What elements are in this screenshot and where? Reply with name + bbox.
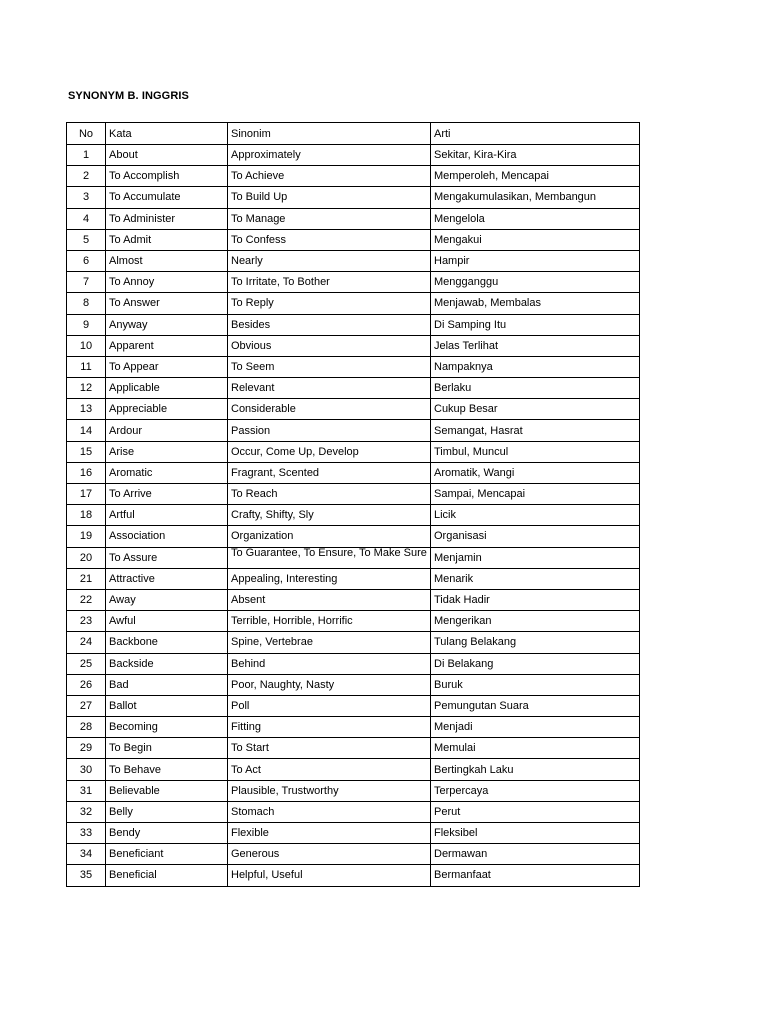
- cell-sinonim: Fitting: [228, 717, 431, 738]
- cell-no: 22: [67, 589, 106, 610]
- cell-kata: Apparent: [106, 335, 228, 356]
- cell-arti: Jelas Terlihat: [431, 335, 640, 356]
- table-row: [67, 272, 640, 293]
- table-row: [67, 505, 640, 526]
- table-row: [67, 695, 640, 716]
- table-row: [67, 399, 640, 420]
- table-row: [67, 844, 640, 865]
- cell-sinonim: To Act: [228, 759, 431, 780]
- cell-sinonim: Fragrant, Scented: [228, 462, 431, 483]
- cell-no: 17: [67, 484, 106, 505]
- cell-no: 21: [67, 568, 106, 589]
- header-sinonim: Sinonim: [228, 123, 431, 145]
- cell-arti: Nampaknya: [431, 356, 640, 377]
- cell-sinonim: To Irritate, To Bother: [228, 272, 431, 293]
- cell-kata: To Annoy: [106, 272, 228, 293]
- cell-kata: Becoming: [106, 717, 228, 738]
- synonym-table: [66, 122, 640, 887]
- table-row: [67, 568, 640, 589]
- cell-kata: Backside: [106, 653, 228, 674]
- cell-kata: To Behave: [106, 759, 228, 780]
- table-row: [67, 378, 640, 399]
- cell-kata: About: [106, 145, 228, 166]
- cell-sinonim: To Achieve: [228, 166, 431, 187]
- cell-no: 5: [67, 229, 106, 250]
- cell-sinonim: To Reply: [228, 293, 431, 314]
- cell-kata: Belly: [106, 801, 228, 822]
- table-row: [67, 653, 640, 674]
- cell-sinonim: Appealing, Interesting: [228, 568, 431, 589]
- table-header-row: [67, 123, 640, 145]
- cell-no: 9: [67, 314, 106, 335]
- cell-kata: To Assure: [106, 547, 228, 568]
- cell-kata: Artful: [106, 505, 228, 526]
- cell-sinonim: To Manage: [228, 208, 431, 229]
- cell-no: 6: [67, 250, 106, 271]
- cell-sinonim: Helpful, Useful: [228, 865, 431, 886]
- cell-sinonim: To Start: [228, 738, 431, 759]
- cell-kata: To Appear: [106, 356, 228, 377]
- cell-no: 18: [67, 505, 106, 526]
- cell-sinonim: Behind: [228, 653, 431, 674]
- cell-no: 12: [67, 378, 106, 399]
- table-row: [67, 187, 640, 208]
- cell-sinonim: Stomach: [228, 801, 431, 822]
- cell-arti: Timbul, Muncul: [431, 441, 640, 462]
- table-row: [67, 589, 640, 610]
- cell-arti: Hampir: [431, 250, 640, 271]
- cell-sinonim: To Seem: [228, 356, 431, 377]
- cell-kata: Anyway: [106, 314, 228, 335]
- cell-kata: To Arrive: [106, 484, 228, 505]
- table-row: [67, 462, 640, 483]
- table-row: [67, 611, 640, 632]
- cell-kata: To Accumulate: [106, 187, 228, 208]
- cell-no: 30: [67, 759, 106, 780]
- cell-arti: Tulang Belakang: [431, 632, 640, 653]
- cell-sinonim: To Confess: [228, 229, 431, 250]
- cell-arti: Menjawab, Membalas: [431, 293, 640, 314]
- cell-no: 34: [67, 844, 106, 865]
- cell-kata: Ballot: [106, 695, 228, 716]
- cell-kata: To Answer: [106, 293, 228, 314]
- cell-kata: Awful: [106, 611, 228, 632]
- table-body: [67, 145, 640, 887]
- cell-arti: Perut: [431, 801, 640, 822]
- cell-no: 32: [67, 801, 106, 822]
- cell-kata: Away: [106, 589, 228, 610]
- cell-arti: Memperoleh, Mencapai: [431, 166, 640, 187]
- table-row: [67, 335, 640, 356]
- cell-arti: Sampai, Mencapai: [431, 484, 640, 505]
- cell-no: 19: [67, 526, 106, 547]
- cell-sinonim: Poll: [228, 695, 431, 716]
- cell-sinonim: Obvious: [228, 335, 431, 356]
- cell-arti: Bertingkah Laku: [431, 759, 640, 780]
- cell-no: 24: [67, 632, 106, 653]
- cell-arti: Bermanfaat: [431, 865, 640, 886]
- cell-sinonim: Terrible, Horrible, Horrific: [228, 611, 431, 632]
- cell-arti: Terpercaya: [431, 780, 640, 801]
- cell-kata: Beneficial: [106, 865, 228, 886]
- cell-sinonim: To Build Up: [228, 187, 431, 208]
- cell-sinonim: Approximately: [228, 145, 431, 166]
- table-row: [67, 145, 640, 166]
- cell-arti: Pemungutan Suara: [431, 695, 640, 716]
- cell-no: 7: [67, 272, 106, 293]
- cell-no: 16: [67, 462, 106, 483]
- cell-no: 20: [67, 547, 106, 568]
- cell-kata: To Begin: [106, 738, 228, 759]
- table-row: [67, 484, 640, 505]
- cell-no: 15: [67, 441, 106, 462]
- cell-sinonim: Occur, Come Up, Develop: [228, 441, 431, 462]
- cell-kata: Association: [106, 526, 228, 547]
- cell-arti: Mengakui: [431, 229, 640, 250]
- cell-arti: Mengganggu: [431, 272, 640, 293]
- header-no: No: [67, 123, 106, 145]
- cell-no: 1: [67, 145, 106, 166]
- cell-no: 14: [67, 420, 106, 441]
- table-row: [67, 441, 640, 462]
- cell-arti: Cukup Besar: [431, 399, 640, 420]
- cell-kata: Aromatic: [106, 462, 228, 483]
- cell-sinonim: Passion: [228, 420, 431, 441]
- cell-no: 3: [67, 187, 106, 208]
- table-row: [67, 250, 640, 271]
- cell-no: 4: [67, 208, 106, 229]
- cell-no: 31: [67, 780, 106, 801]
- cell-no: 28: [67, 717, 106, 738]
- cell-no: 33: [67, 823, 106, 844]
- cell-arti: Memulai: [431, 738, 640, 759]
- cell-sinonim: Poor, Naughty, Nasty: [228, 674, 431, 695]
- cell-sinonim: Besides: [228, 314, 431, 335]
- cell-arti: Semangat, Hasrat: [431, 420, 640, 441]
- cell-kata: Ardour: [106, 420, 228, 441]
- table-row: [67, 208, 640, 229]
- cell-arti: Mengerikan: [431, 611, 640, 632]
- cell-arti: Mengakumulasikan, Membangun: [431, 187, 640, 208]
- table-row: [67, 674, 640, 695]
- cell-no: 10: [67, 335, 106, 356]
- cell-no: 2: [67, 166, 106, 187]
- table-row: [67, 166, 640, 187]
- table-row: [67, 547, 640, 568]
- cell-arti: Di Samping Itu: [431, 314, 640, 335]
- table-row: [67, 759, 640, 780]
- cell-sinonim: Considerable: [228, 399, 431, 420]
- cell-kata: To Admit: [106, 229, 228, 250]
- table-row: [67, 420, 640, 441]
- cell-arti: Aromatik, Wangi: [431, 462, 640, 483]
- cell-no: 23: [67, 611, 106, 632]
- cell-arti: Mengelola: [431, 208, 640, 229]
- header-kata: Kata: [106, 123, 228, 145]
- cell-sinonim: Generous: [228, 844, 431, 865]
- cell-sinonim: To Guarantee, To Ensure, To Make Sure: [228, 547, 431, 568]
- cell-sinonim: Organization: [228, 526, 431, 547]
- table-row: [67, 314, 640, 335]
- cell-no: 8: [67, 293, 106, 314]
- cell-sinonim: Crafty, Shifty, Sly: [228, 505, 431, 526]
- cell-arti: Menjamin: [431, 547, 640, 568]
- cell-arti: Menjadi: [431, 717, 640, 738]
- cell-arti: Licik: [431, 505, 640, 526]
- table-row: [67, 229, 640, 250]
- cell-kata: Believable: [106, 780, 228, 801]
- cell-no: 35: [67, 865, 106, 886]
- cell-arti: Buruk: [431, 674, 640, 695]
- table-row: [67, 780, 640, 801]
- cell-arti: Sekitar, Kira-Kira: [431, 145, 640, 166]
- cell-no: 11: [67, 356, 106, 377]
- cell-arti: Fleksibel: [431, 823, 640, 844]
- table-row: [67, 738, 640, 759]
- cell-sinonim: Absent: [228, 589, 431, 610]
- table-row: [67, 865, 640, 886]
- cell-kata: Attractive: [106, 568, 228, 589]
- cell-no: 25: [67, 653, 106, 674]
- cell-sinonim: Spine, Vertebrae: [228, 632, 431, 653]
- cell-sinonim: Flexible: [228, 823, 431, 844]
- cell-arti: Organisasi: [431, 526, 640, 547]
- table-row: [67, 526, 640, 547]
- table-row: [67, 356, 640, 377]
- page-title: SYNONYM B. INGGRIS: [68, 90, 189, 102]
- cell-kata: Backbone: [106, 632, 228, 653]
- cell-arti: Dermawan: [431, 844, 640, 865]
- cell-no: 27: [67, 695, 106, 716]
- cell-no: 29: [67, 738, 106, 759]
- cell-kata: Appreciable: [106, 399, 228, 420]
- cell-no: 26: [67, 674, 106, 695]
- table-row: [67, 823, 640, 844]
- table-row: [67, 632, 640, 653]
- table-row: [67, 293, 640, 314]
- cell-kata: To Administer: [106, 208, 228, 229]
- cell-arti: Menarik: [431, 568, 640, 589]
- cell-sinonim: Plausible, Trustworthy: [228, 780, 431, 801]
- cell-kata: To Accomplish: [106, 166, 228, 187]
- cell-kata: Almost: [106, 250, 228, 271]
- cell-kata: Bendy: [106, 823, 228, 844]
- cell-sinonim: Nearly: [228, 250, 431, 271]
- cell-kata: Arise: [106, 441, 228, 462]
- cell-kata: Beneficiant: [106, 844, 228, 865]
- table-row: [67, 801, 640, 822]
- cell-arti: Di Belakang: [431, 653, 640, 674]
- cell-arti: Tidak Hadir: [431, 589, 640, 610]
- header-arti: Arti: [431, 123, 640, 145]
- cell-kata: Applicable: [106, 378, 228, 399]
- cell-no: 13: [67, 399, 106, 420]
- table-row: [67, 717, 640, 738]
- cell-arti: Berlaku: [431, 378, 640, 399]
- cell-kata: Bad: [106, 674, 228, 695]
- cell-sinonim: Relevant: [228, 378, 431, 399]
- cell-sinonim: To Reach: [228, 484, 431, 505]
